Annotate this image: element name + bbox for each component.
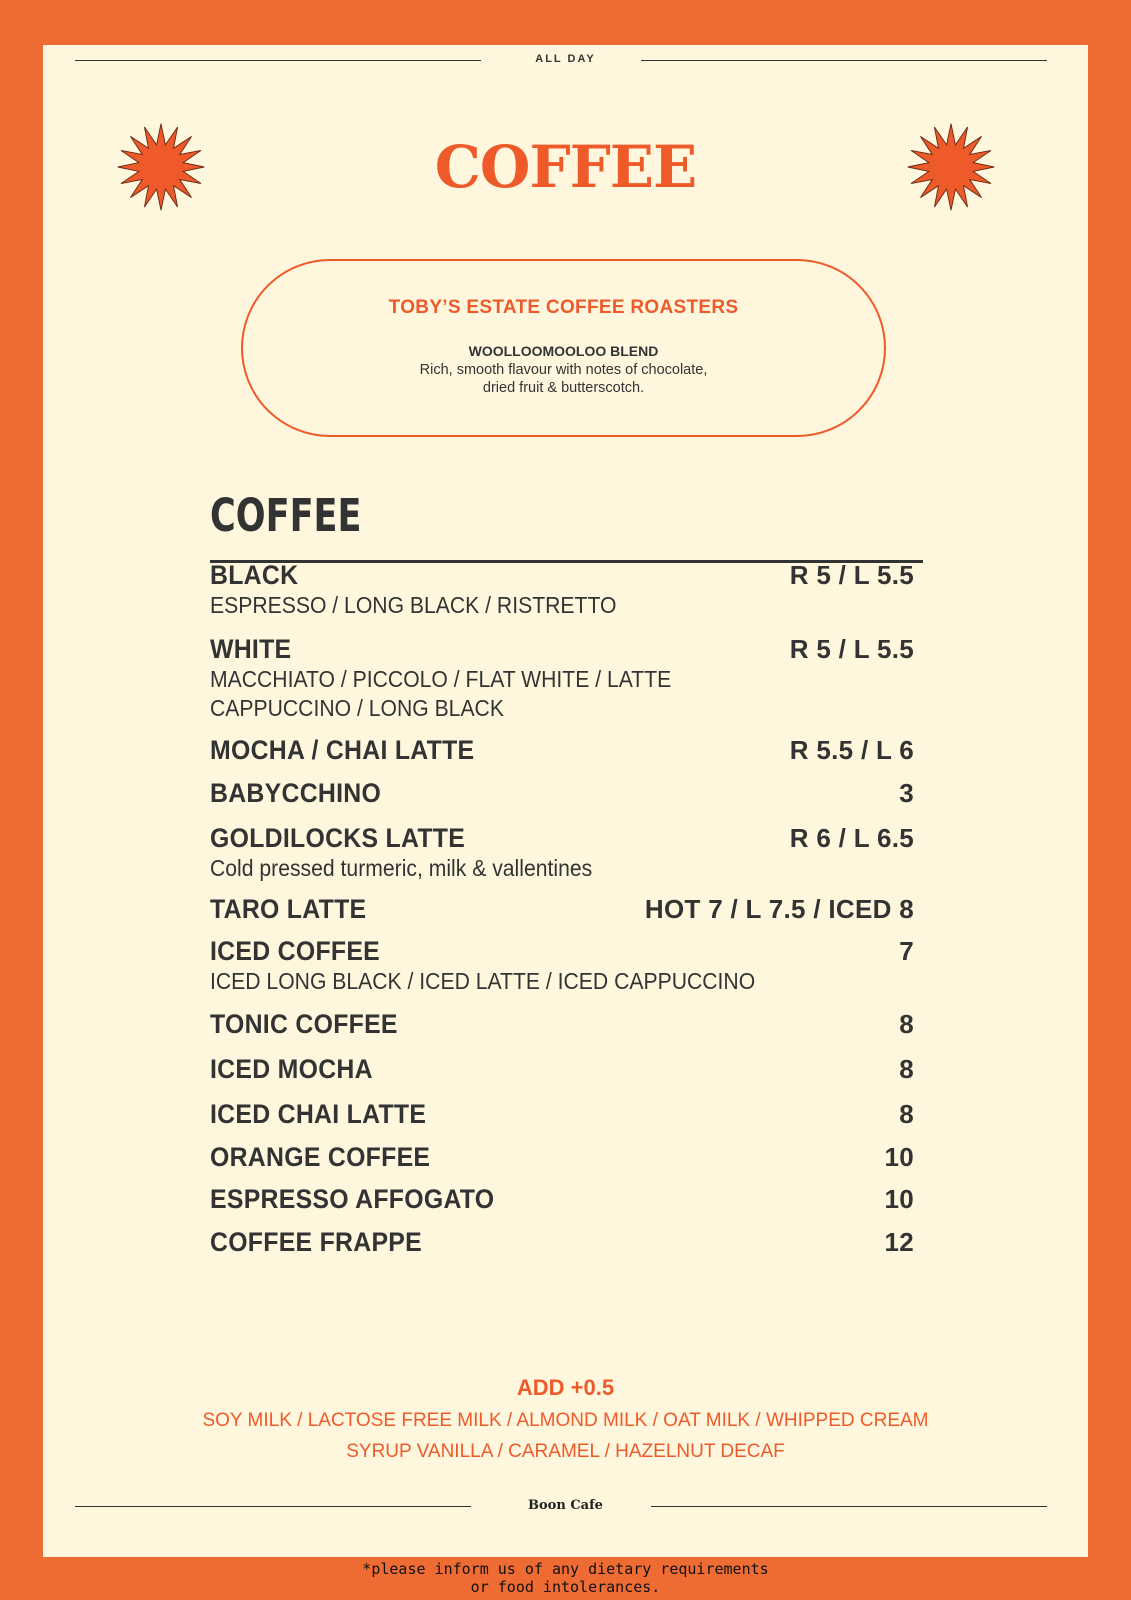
- item-description: ESPRESSO / LONG BLACK / RISTRETTO: [210, 592, 617, 618]
- menu-item: [210, 1142, 914, 1173]
- addons-line: SOY MILK / LACTOSE FREE MILK / ALMOND MILK / OAT MILK / WHIPPED CREAM: [202, 1410, 929, 1431]
- brand-name: Boon Cafe: [528, 1498, 603, 1513]
- item-description: Cold pressed turmeric, milk & vallentines: [210, 855, 593, 881]
- blend-description-line: Rich, smooth flavour with notes of chocolate,: [419, 362, 708, 378]
- item-name: GOLDILOCKS LATTE: [210, 823, 466, 853]
- item-description: MACCHIATO / PICCOLO / FLAT WHITE / LATTE: [210, 666, 672, 692]
- item-description: CAPPUCCINO / LONG BLACK: [210, 695, 504, 721]
- item-price: R 5 / L 5.5: [789, 560, 914, 590]
- menu-item: [210, 735, 914, 766]
- menu-item: [210, 634, 914, 723]
- item-price: R 6 / L 6.5: [789, 823, 914, 853]
- menu-item: [210, 1099, 914, 1130]
- section-title: COFFEE: [210, 489, 362, 542]
- menu-item: [210, 1009, 914, 1040]
- roaster-box: [241, 259, 886, 437]
- disclaimer-line: or food intolerances.: [470, 1578, 661, 1596]
- addons-line: SYRUP VANILLA / CARAMEL / HAZELNUT DECAF: [346, 1441, 785, 1462]
- item-price: 10: [884, 1142, 914, 1172]
- item-price: R 5.5 / L 6: [789, 735, 914, 765]
- item-price: 8: [899, 1099, 914, 1129]
- blend-name: WOOLLOOMOOLOO BLEND: [468, 343, 659, 359]
- item-name: COFFEE FRAPPE: [210, 1227, 422, 1257]
- item-price: 12: [884, 1227, 914, 1257]
- item-price: 7: [899, 936, 914, 966]
- blend-description-line: dried fruit & butterscotch.: [482, 380, 645, 396]
- item-name: TONIC COFFEE: [210, 1009, 398, 1039]
- item-price: 3: [899, 778, 914, 808]
- item-name: MOCHA / CHAI LATTE: [210, 735, 475, 765]
- menu-item: [210, 778, 914, 809]
- addons-title: ADD +0.5: [516, 1375, 615, 1400]
- item-price: 8: [899, 1054, 914, 1084]
- item-name: WHITE: [210, 634, 292, 664]
- menu-item: [210, 560, 914, 620]
- menu-item: [210, 1184, 914, 1215]
- blend-description: [243, 361, 884, 397]
- menu-item: [210, 823, 914, 883]
- menu-card: [43, 45, 1088, 1557]
- page-title: COFFEE: [434, 133, 697, 201]
- all-day-label: ALL DAY: [535, 53, 596, 65]
- item-name: ICED COFFEE: [210, 936, 381, 966]
- item-description: ICED LONG BLACK / ICED LATTE / ICED CAPPUCCINO: [210, 968, 756, 994]
- item-name: ICED CHAI LATTE: [210, 1099, 427, 1129]
- item-name: TARO LATTE: [210, 894, 367, 924]
- item-name: ESPRESSO AFFOGATO: [210, 1184, 495, 1214]
- disclaimer-line: *please inform us of any dietary requirements: [362, 1560, 769, 1578]
- menu-item: [210, 1054, 914, 1085]
- menu-item: [210, 1227, 914, 1258]
- menu-item: [210, 894, 914, 925]
- item-name: ORANGE COFFEE: [210, 1142, 431, 1172]
- item-price: 8: [899, 1009, 914, 1039]
- item-price: R 5 / L 5.5: [789, 634, 914, 664]
- item-price: 10: [884, 1184, 914, 1214]
- roaster-name: TOBY’S ESTATE COFFEE ROASTERS: [388, 297, 739, 318]
- item-name: BABYCCHINO: [210, 778, 382, 808]
- item-name: ICED MOCHA: [210, 1054, 373, 1084]
- item-name: BLACK: [210, 560, 299, 590]
- menu-item: [210, 936, 914, 996]
- dietary-disclaimer: [0, 1560, 1131, 1596]
- item-price: HOT 7 / L 7.5 / ICED 8: [644, 894, 914, 924]
